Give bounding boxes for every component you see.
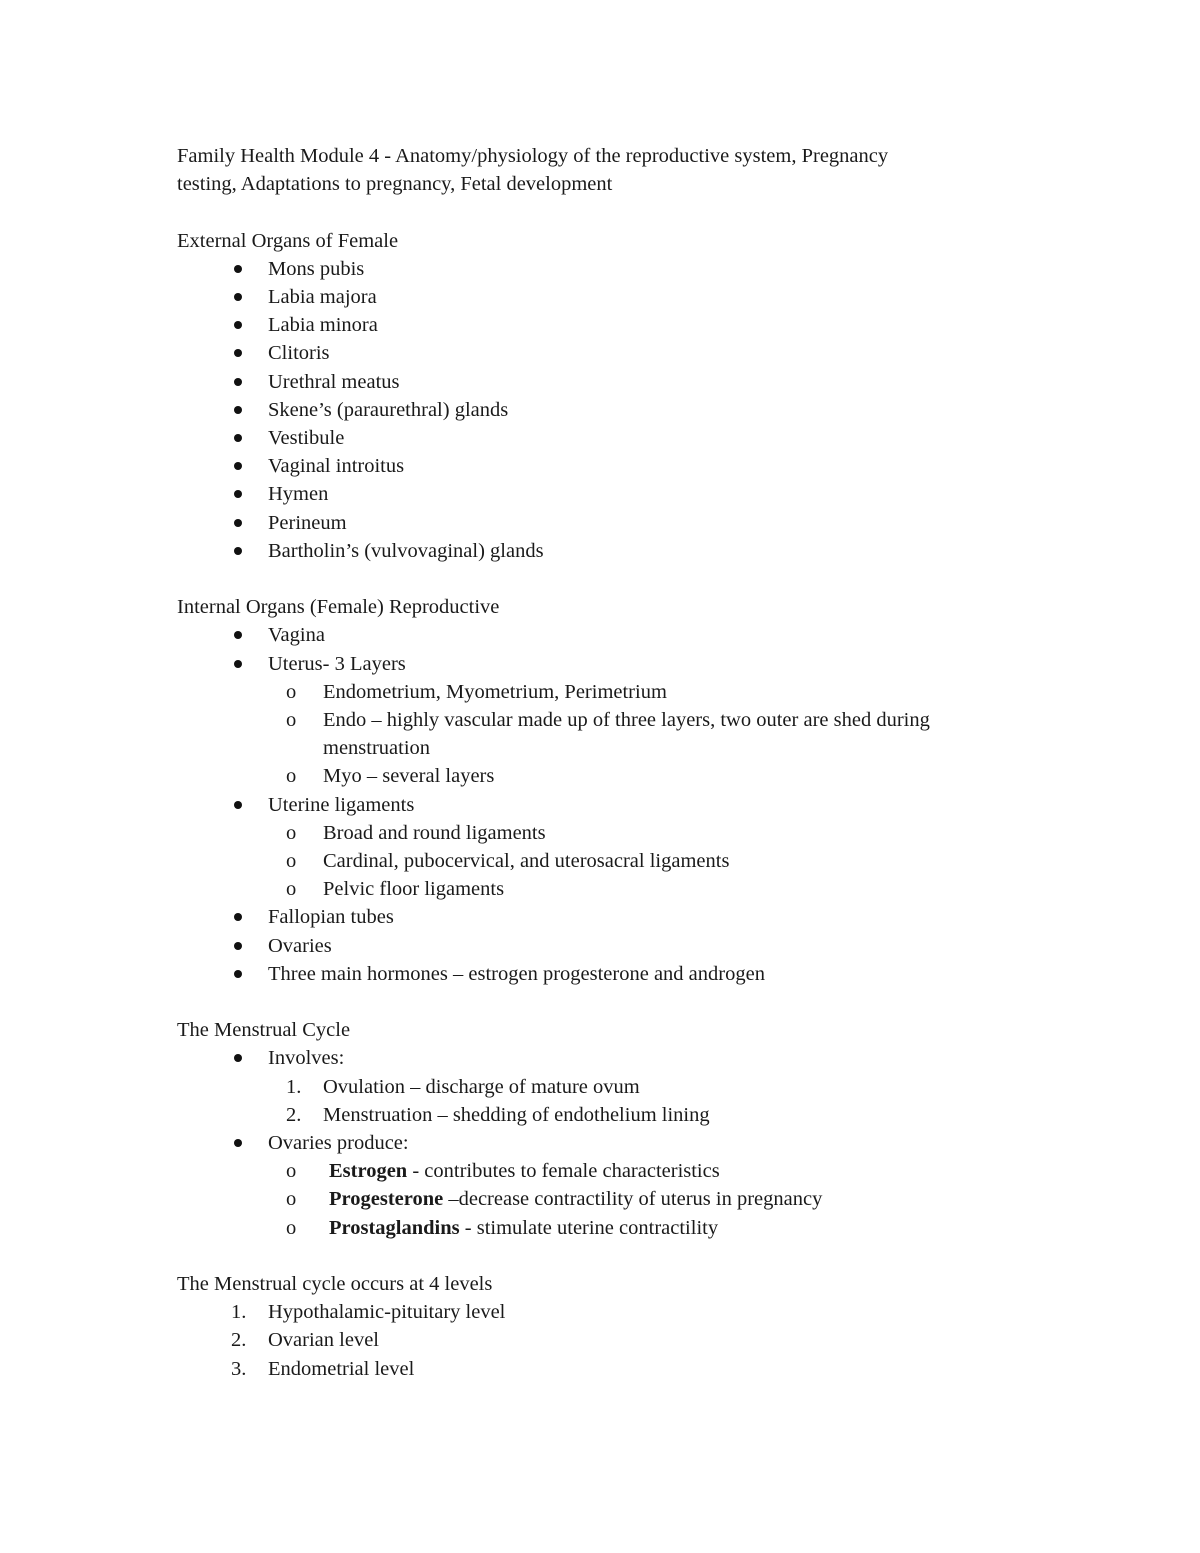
sub-list-item-continuation: menstruation [323, 737, 431, 760]
sub-list-item: o Endo – highly vascular made up of three layers, two outer are shed during [177, 706, 1037, 734]
spacer [177, 565, 1037, 593]
hormone-term: Prostaglandins [329, 1216, 460, 1239]
item-number: 1. [231, 1301, 247, 1324]
list-item: Uterine ligaments [268, 793, 415, 816]
sub-bullet-icon: o [286, 680, 297, 703]
sub-bullet-icon: o [286, 765, 297, 788]
sub-bullet-icon: o [286, 1188, 297, 1211]
hormone-term: Estrogen [329, 1160, 408, 1183]
sub-bullet-icon: o [286, 821, 297, 844]
list-item: Vestibule [268, 427, 345, 450]
list-item: Vaginal introitus [268, 455, 405, 478]
spacer [177, 1242, 1037, 1270]
list-item: Clitoris [268, 342, 330, 365]
list-item: Ovaries [268, 934, 332, 957]
spacer [177, 198, 1037, 226]
spacer [177, 988, 1037, 1016]
sub-list-item: o Cardinal, pubocervical, and uterosacral ligaments [177, 847, 1037, 875]
item-number: 2. [231, 1329, 247, 1352]
sub-list-item: o Broad and round ligaments [177, 819, 1037, 847]
sub-list-item: o Estrogen - contributes to female characteristics [177, 1157, 1037, 1185]
internal-heading: Internal Organs (Female) Reproductive [177, 596, 500, 619]
list-item: Involves: [268, 1047, 345, 1070]
list-item: Perineum [268, 511, 347, 534]
list-item: Mons pubis [268, 257, 365, 280]
sub-list-item: o Progesterone –decrease contractility of uterus in pregnancy [177, 1185, 1037, 1213]
sub-bullet-icon: o [286, 1160, 297, 1183]
item-number: 2. [286, 1103, 302, 1126]
sub-bullet-icon: o [286, 709, 297, 732]
levels-list [177, 1298, 1037, 1383]
list-item: Uterus- 3 Layers [268, 652, 406, 675]
list-item: Hymen [268, 483, 329, 506]
cycle-heading: The Menstrual Cycle [177, 1019, 351, 1042]
numbered-item: 1. Hypothalamic-pituitary level [177, 1298, 1037, 1326]
list-item: Three main hormones – estrogen progesterone and androgen [268, 962, 765, 985]
list-item: Fallopian tubes [268, 906, 394, 929]
list-item: Labia minora [268, 314, 378, 337]
list-item: Labia majora [268, 286, 377, 308]
sub-bullet-icon: o [286, 850, 297, 873]
internal-list [177, 621, 1037, 988]
numbered-sub-item: 2. Menstruation – shedding of endothelium lining [177, 1101, 1037, 1129]
doc-title-line-1: Family Health Module 4 - Anatomy/physiology of the reproductive system, Pregnancy [177, 145, 889, 167]
sub-list-item: o Prostaglandins - stimulate uterine contractility [177, 1214, 1037, 1242]
item-number: 1. [286, 1075, 302, 1098]
doc-title-line-2: testing, Adaptations to pregnancy, Fetal development [177, 173, 613, 196]
numbered-item: 3. Endometrial level [177, 1355, 1037, 1383]
sub-bullet-icon: o [286, 878, 297, 901]
list-item: Ovaries produce: [268, 1132, 409, 1155]
list-item: Skene’s (paraurethral) glands [268, 398, 509, 421]
hormone-term: Progesterone [329, 1188, 444, 1211]
sub-list-item: o Myo – several layers [177, 762, 1037, 790]
external-heading: External Organs of Female [177, 229, 399, 252]
sub-list-item: o Endometrium, Myometrium, Perimetrium [177, 678, 1037, 706]
numbered-item: 2. Ovarian level [177, 1326, 1037, 1354]
levels-heading: The Menstrual cycle occurs at 4 levels [177, 1273, 493, 1296]
item-number: 3. [231, 1357, 247, 1380]
list-item: Urethral meatus [268, 370, 400, 393]
list-item: Vagina [268, 624, 325, 647]
external-list [177, 255, 1037, 565]
cycle-list [177, 1044, 1037, 1241]
sub-list-item: o Pelvic floor ligaments [177, 875, 1037, 903]
numbered-sub-item: 1. Ovulation – discharge of mature ovum [177, 1073, 1037, 1101]
list-item: Bartholin’s (vulvovaginal) glands [268, 539, 544, 562]
sub-bullet-icon: o [286, 1216, 297, 1239]
document-body [177, 142, 1037, 1383]
